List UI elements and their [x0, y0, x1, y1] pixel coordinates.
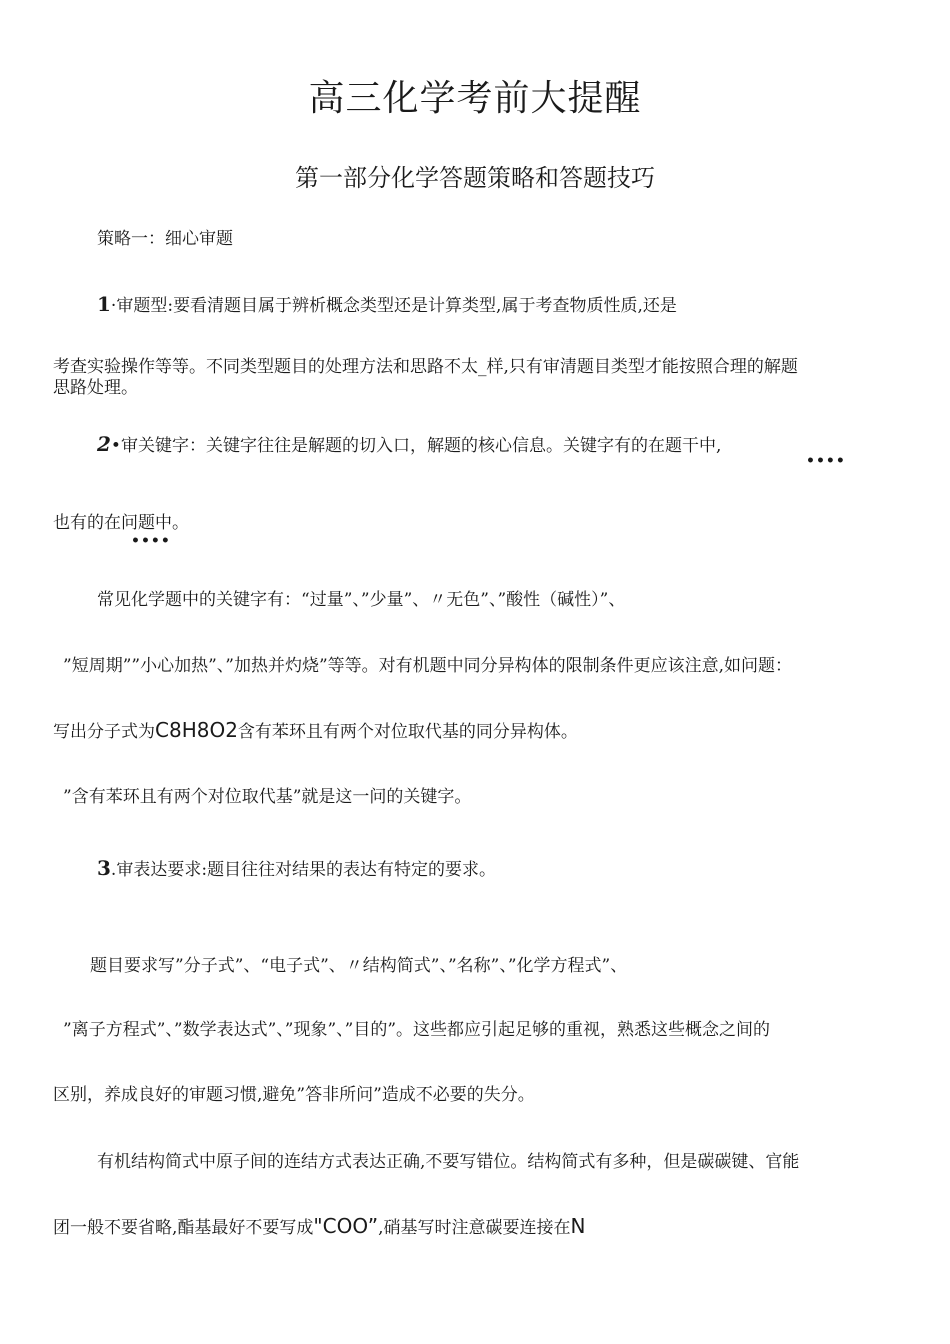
- item1-heading: ·审题型:: [110, 296, 174, 316]
- molecular-formula: C8H8O2: [155, 718, 238, 742]
- item2-text: 关键字往往是解题的切入口，解题的核心信息。关键字有的在题干中,: [205, 436, 722, 456]
- expression-line-3: 区别，养成良好的审题习惯,避免”答非所问”造成不必要的失分。: [53, 1085, 535, 1105]
- nitrogen-symbol: N: [570, 1214, 586, 1238]
- keywords-line-2: ”短周期””小心加热”、”加热并灼烧”等等。对有机题中同分异构体的限制条件更应该注意,如问题：: [63, 656, 793, 676]
- item1-continuation-2: 思路处理。: [53, 378, 138, 398]
- keywords-line-3: [53, 719, 578, 743]
- section-subtitle: 第一部分化学答题策略和答题技巧: [295, 164, 655, 192]
- page-title: 高三化学考前大提醒: [308, 78, 642, 119]
- item1-text: 要看清题目属于辨析概念类型还是计算类型,属于考查物质性质,还是: [173, 296, 677, 316]
- item1-continuation: 考查实验操作等等。不同类型题目的处理方法和思路不太_样,只有审清题目类型才能按照合理的解题: [53, 357, 798, 377]
- expression-line-2: ”离子方程式”、”数学表达式”、”现象”、”目的”。这些都应引起足够的重视，熟悉这些概念之间的: [63, 1020, 771, 1040]
- item3-text: 题目往往对结果的表达有特定的要求。: [207, 860, 497, 880]
- organic-line-2a: 团一般不要省略,酯基最好不要写成: [53, 1218, 314, 1238]
- organic-line-2: [53, 1215, 585, 1239]
- organic-line-1: 有机结构简式中原子间的连结方式表达正确,不要写错位。结构简式有多种，但是碳碳键、官能: [97, 1152, 800, 1172]
- keywords-line-1: 常见化学题中的关键字有：“过量”、”少量”、〃无色”、”酸性（碱性）”、: [97, 590, 626, 610]
- emphasis-dots-2: ••••: [131, 533, 171, 549]
- item2-number: 2: [97, 432, 111, 456]
- item2-continuation: 也有的在问题中。: [53, 513, 189, 533]
- item1-line: [97, 293, 677, 317]
- item3-number: 3: [97, 856, 111, 880]
- emphasis-dots-1: ••••: [806, 453, 846, 469]
- item3-line: [97, 857, 496, 881]
- item2-heading: •审关键字：: [110, 436, 206, 456]
- expression-line-1: 题目要求写”分子式”、“电子式”、〃结构简式”、”名称”、”化学方程式”、: [90, 956, 628, 976]
- ester-notation: "COO”: [313, 1214, 379, 1238]
- item2-line: [97, 433, 721, 457]
- strategy-heading: 策略一：细心审题: [97, 229, 233, 249]
- keywords-line-3a: 写出分子式为: [53, 722, 155, 742]
- organic-line-2b: ,硝基写时注意碳要连接在: [378, 1218, 571, 1238]
- item3-heading: .审表达要求:: [110, 860, 208, 880]
- item1-number: 1: [97, 292, 111, 316]
- keywords-line-3b: 含有苯环且有两个对位取代基的同分异构体。: [237, 722, 578, 742]
- keywords-line-4: ”含有苯环且有两个对位取代基”就是这一问的关键字。: [63, 787, 472, 807]
